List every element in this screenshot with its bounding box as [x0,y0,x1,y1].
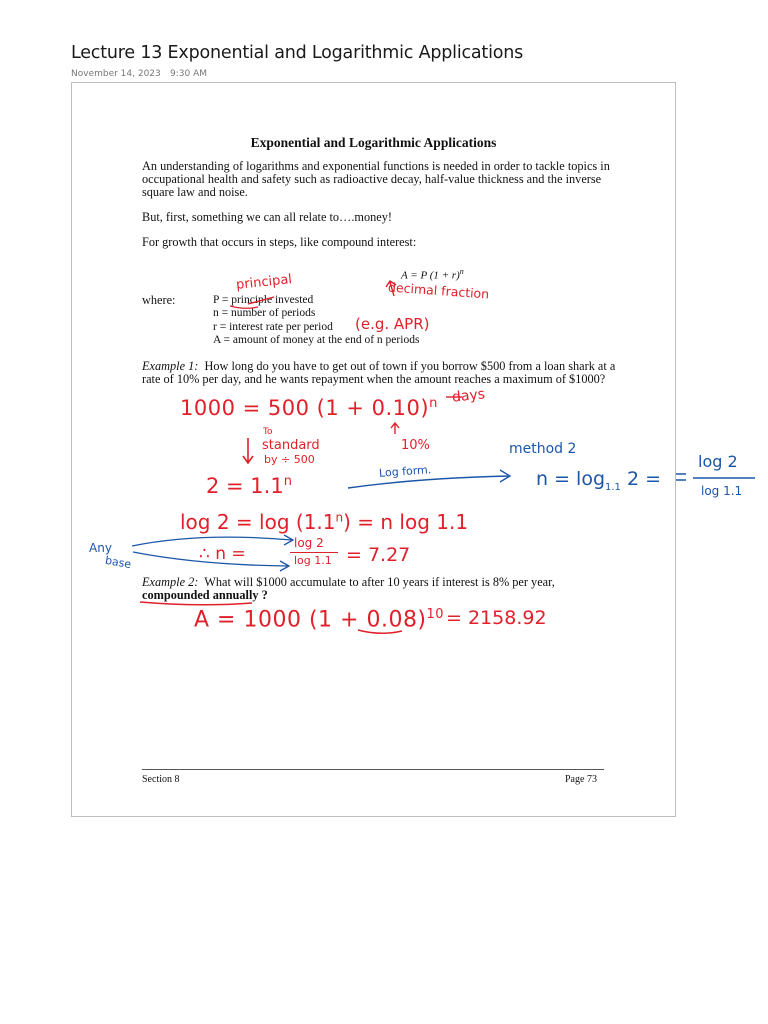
hw-apr: (e.g. APR) [355,315,430,333]
hw-frac-num: log 2 [698,452,738,471]
note-date: November 14, 2023 [71,69,161,79]
note-title: Lecture 13 Exponential and Logarithmic Applications [71,43,524,63]
def-a: A = amount of money at the end of n periods [213,334,420,346]
footer-page: Page 73 [565,774,597,785]
hw-res-den: log 1.1 [294,554,332,567]
hw-eq4-result: = 2158.92 [446,607,547,629]
hw-therefore: ∴ n = [199,544,246,564]
hw-standard: standard [262,438,320,453]
document-page [71,82,743,817]
hw-res-num: log 2 [294,536,324,550]
hw-ten-percent: 10% [401,438,430,453]
example2-line2: compounded annually ? [142,588,268,602]
footer-rule [142,769,604,770]
hw-log-form: Log form. [378,463,432,480]
equals-blue [676,474,686,480]
compound-formula: A = P $(1 + r)^n$ [401,267,464,282]
example2: Example 2: What will $1000 accumulate to after 10 years if interest is 8% per year, [142,575,555,589]
hw-base: base [104,553,133,572]
hw-to: To [263,427,273,437]
def-n: n = number of periods [213,307,316,319]
where-label: where: [142,293,176,307]
hw-frac-den: log 1.1 [701,484,743,498]
hw-eq2: $2 = 1.1^n$ [206,474,292,498]
def-p: P = principle invested [213,294,314,306]
intro-line-2: occupational health and safety such as radioactive decay, half-value thickness and the inverse [142,172,602,186]
hw-eq4: A = 1000 $(1 + 0.08)^{10}$ [194,607,445,633]
intro-line-3: square law and noise. [142,185,248,199]
money-line: But, first, something we can all relate to….money! [142,210,392,224]
hw-decimal-fraction: decimal fraction [387,279,490,302]
def-r: r = interest rate per period [213,321,333,333]
hw-eq3: $\log 2 = \log (1.1^n) = n$ log 1.1 [180,510,469,534]
hw-res-fraction-bar [290,552,338,553]
example1: Example 1: How long do you have to get out of town if you borrow $500 from a loan shark at a [142,359,616,373]
hw-days: days [451,386,486,406]
hw-n-log: $n = \log_{1.1} 2$ = [536,468,662,493]
hw-principal: principal [235,272,293,293]
hw-method2: method 2 [509,441,577,457]
doc-heading: Exponential and Logarithmic Applications [250,135,497,150]
note-time: 9:30 AM [170,69,207,79]
growth-line: For growth that occurs in steps, like compound interest: [142,235,417,249]
example1-line2: rate of 10% per day, and he wants repayment when the amount reaches a maximum of $1000? [142,372,606,386]
intro-line-1: An understanding of logarithms and exponential functions is needed in order to tackle topics in [142,159,610,173]
hw-by-500: by ÷ 500 [264,453,315,466]
footer-section: Section 8 [142,774,180,785]
hw-eq1: 1000 = 500 $(1 + 0.10)^n$ [180,396,438,420]
hw-any: Any [89,541,112,555]
hw-result: = 7.27 [346,544,411,566]
